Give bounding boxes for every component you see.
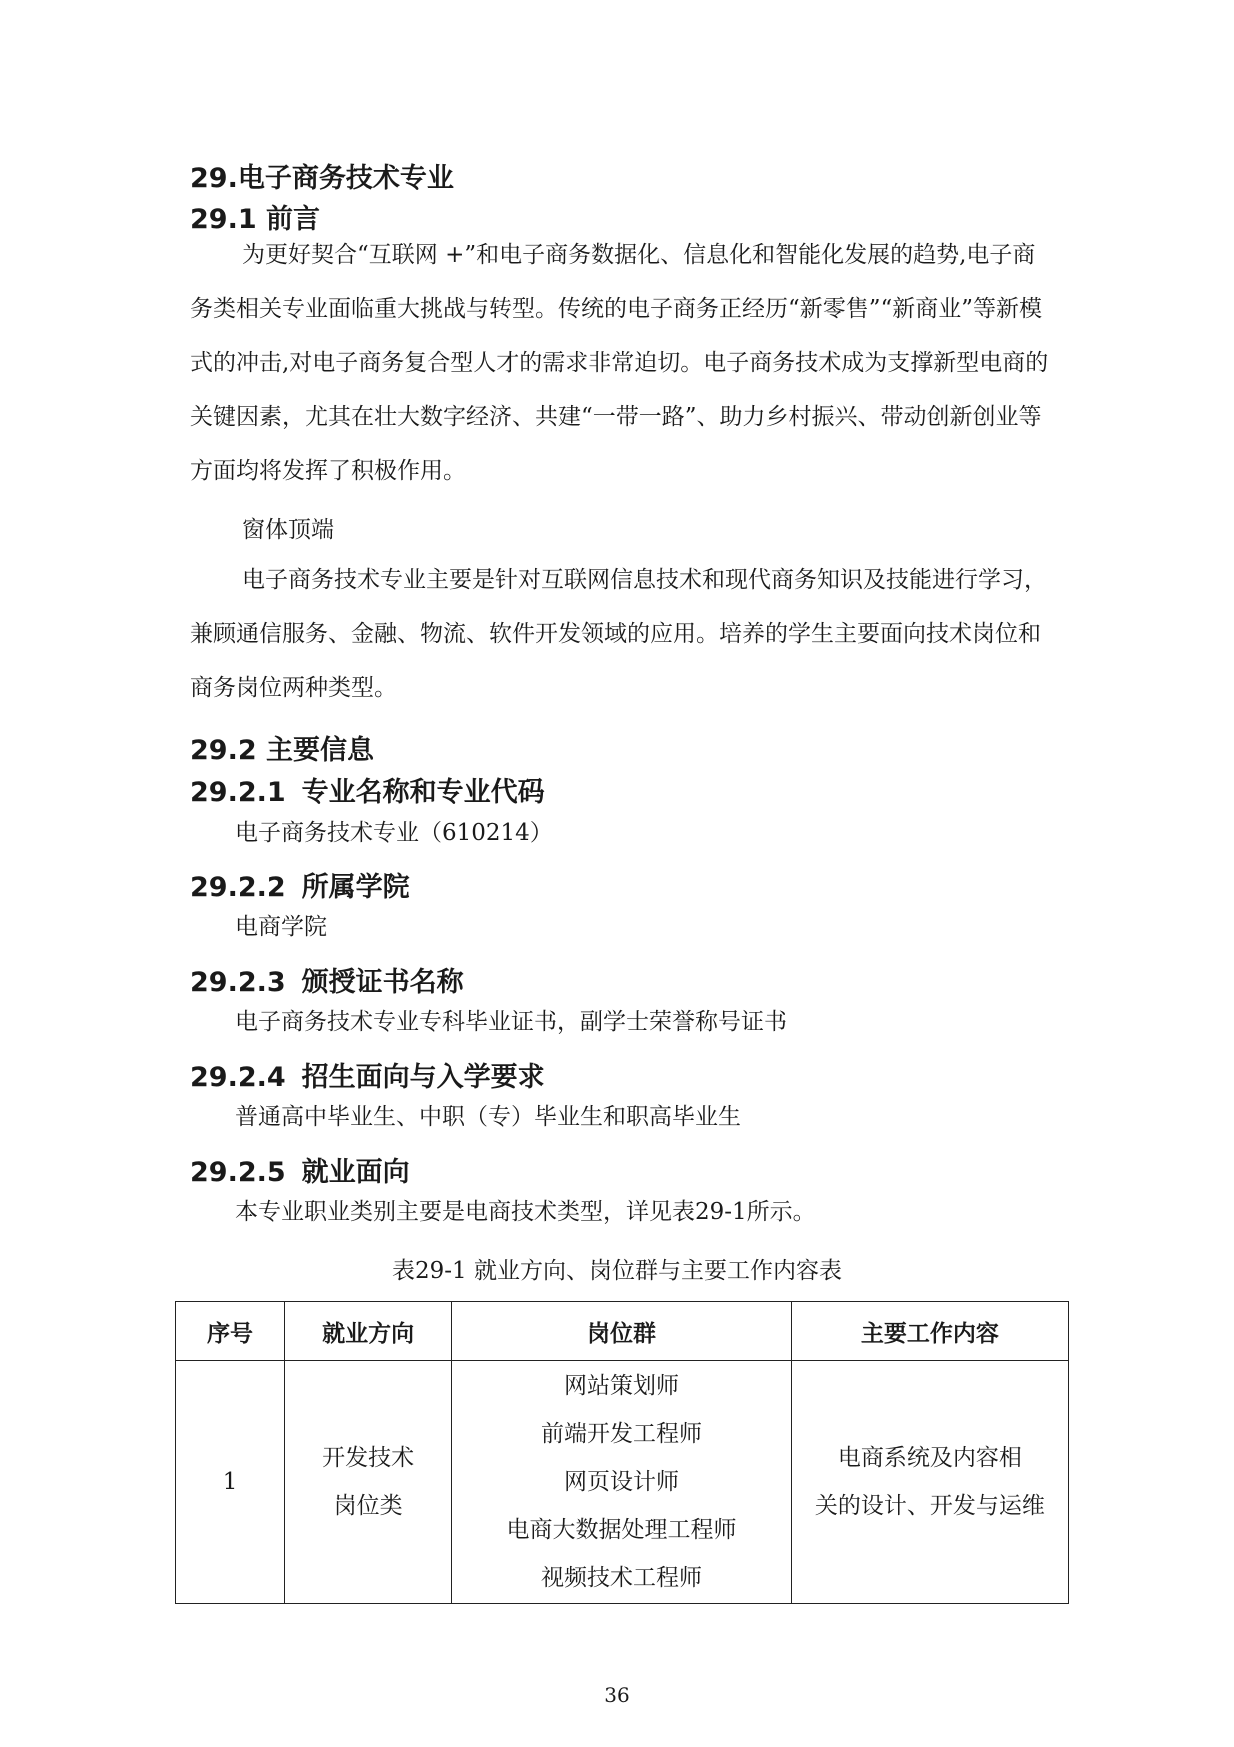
header-work: 主要工作内容 [791, 1302, 1068, 1361]
direction-line: 开发技术 [322, 1445, 415, 1471]
cell-positions [452, 1361, 791, 1604]
subsection-title: 所属学院 [301, 872, 410, 903]
cell-index: 1 [176, 1361, 285, 1604]
subsection-heading [190, 960, 464, 999]
table-header-row [176, 1302, 1069, 1361]
work-line: 电商系统及内容相 [837, 1445, 1022, 1471]
subsection-number: 29.2.5 [190, 1157, 286, 1188]
main-info-heading: 29.2 主要信息 [190, 735, 375, 766]
subsection-heading [190, 865, 410, 904]
preface-heading: 29.1 前言 [190, 204, 321, 235]
jobs-table [175, 1301, 1069, 1604]
subsection-content: 电子商务技术专业（610214） [235, 820, 553, 846]
subsection-number: 29.2.2 [190, 872, 286, 903]
subsection-content: 普通高中毕业生、中职（专）毕业生和职高毕业生 [235, 1104, 741, 1130]
subsection-heading [190, 1150, 410, 1189]
subsection-heading [190, 770, 545, 809]
header-index: 序号 [176, 1302, 285, 1361]
direction-line: 岗位类 [333, 1493, 403, 1519]
cell-work [791, 1361, 1068, 1604]
subsection-number: 29.2.1 [190, 777, 286, 808]
subsection-content: 电商学院 [235, 914, 327, 940]
header-positions: 岗位群 [452, 1302, 791, 1361]
preface-paragraph-2: 电子商务技术专业主要是针对互联网信息技术和现代商务知识及技能进行学习，兼顾通信服务、金融、物流、软件开发领域的应用。培养的学生主要面向技术岗位和商务岗位两种类型。 [190, 567, 1047, 701]
subsection-title: 颁授证书名称 [301, 967, 464, 998]
table-row [176, 1361, 1069, 1604]
cell-direction [285, 1361, 452, 1604]
work-line: 关的设计、开发与运维 [814, 1493, 1045, 1519]
subsection-title: 就业面向 [301, 1157, 410, 1188]
position-item: 前端开发工程师 [541, 1421, 702, 1447]
section-title: 29.电子商务技术专业 [190, 163, 454, 194]
subsection-heading [190, 1055, 545, 1094]
subsection-content: 本专业职业类别主要是电商技术类型，详见表29-1所示。 [235, 1199, 816, 1225]
header-direction: 就业方向 [285, 1302, 452, 1361]
preface-note: 窗体顶端 [242, 517, 334, 543]
position-item: 视频技术工程师 [541, 1565, 702, 1591]
position-item: 网页设计师 [564, 1469, 679, 1495]
page-number: 36 [604, 1683, 630, 1707]
subsection-content: 电子商务技术专业专科毕业证书，副学士荣誉称号证书 [235, 1009, 787, 1035]
subsection-number: 29.2.4 [190, 1062, 286, 1093]
position-item: 电商大数据处理工程师 [506, 1517, 737, 1543]
subsection-number: 29.2.3 [190, 967, 286, 998]
subsection-title: 招生面向与入学要求 [301, 1062, 545, 1093]
preface-paragraph-1: 为更好契合“互联网 +”和电子商务数据化、信息化和智能化发展的趋势,电子商务类相关专业面临重大挑战与转型。传统的电子商务正经历“新零售”“新商业”等新模式的冲击,对电子商务复合型人才的需求非常迫切。电子商务技术成为支撑新型电商的关键因素，尤其在壮大数字经济、共建“一带一路”、助力乡村振兴、带动创新创业等方面均将发挥了积极作用。 [190, 242, 1049, 484]
subsection-title: 专业名称和专业代码 [301, 777, 545, 808]
table-caption: 表29-1 就业方向、岗位群与主要工作内容表 [392, 1258, 842, 1284]
position-item: 网站策划师 [564, 1373, 679, 1399]
